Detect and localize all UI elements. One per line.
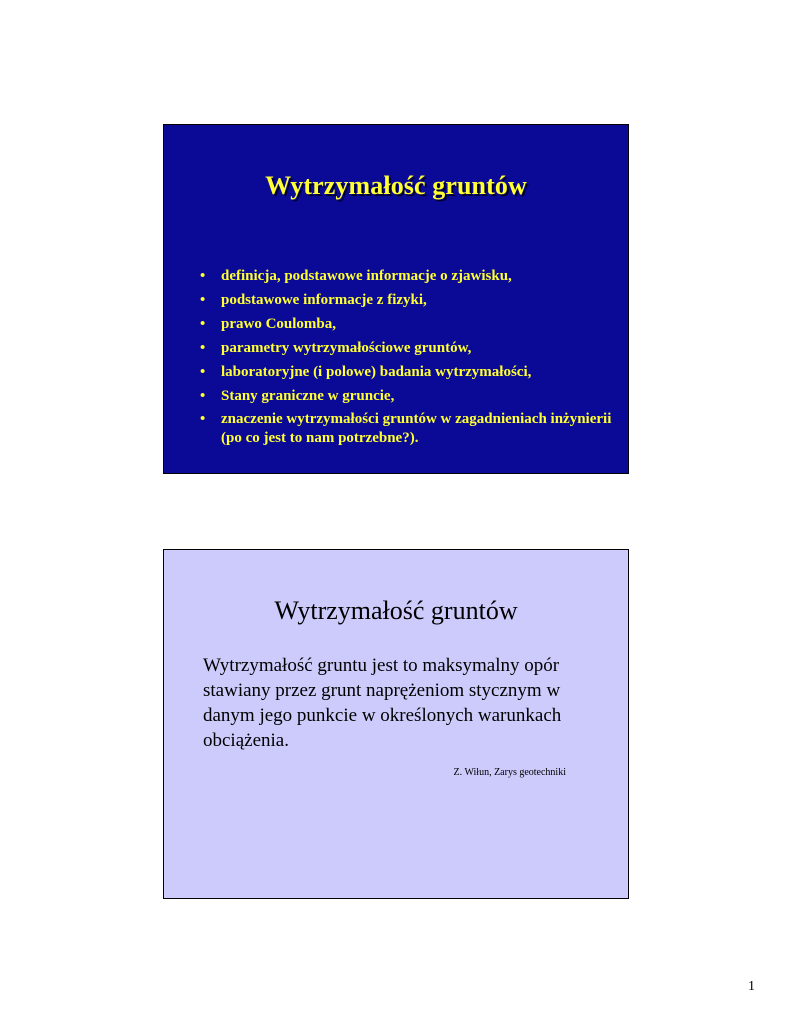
bullet-item bbox=[200, 384, 620, 408]
bullet-text: znaczenie wytrzymałości gruntów w zagadnieniach inżynierii (po co jest to nam potrzebne?). bbox=[221, 411, 612, 446]
bullet-icon: • bbox=[200, 364, 206, 380]
bullet-icon: • bbox=[200, 340, 206, 356]
bullet-item bbox=[200, 264, 620, 288]
bullet-item bbox=[200, 312, 620, 336]
bullet-text: Stany graniczne w gruncie, bbox=[221, 388, 395, 404]
bullet-icon: • bbox=[200, 292, 206, 308]
bullet-icon: • bbox=[200, 411, 206, 427]
bullet-item bbox=[200, 336, 620, 360]
bullet-item bbox=[200, 360, 620, 384]
bullet-text: prawo Coulomba, bbox=[221, 316, 337, 332]
bullet-icon: • bbox=[200, 388, 206, 404]
slide-1-title: Wytrzymałość gruntów bbox=[265, 171, 527, 200]
bullet-icon: • bbox=[200, 268, 206, 284]
bullet-text: definicja, podstawowe informacje o zjawisku, bbox=[221, 268, 512, 284]
bullet-item bbox=[200, 288, 620, 312]
page-number: 1 bbox=[748, 979, 755, 994]
bullet-item bbox=[200, 410, 620, 448]
definition-text: Wytrzymałość gruntu jest to maksymalny opór stawiany przez grunt naprężeniom stycznym w danym jego punkcie w określonych warunkach obciążenia. bbox=[203, 655, 562, 751]
source-citation: Z. Wiłun, Zarys geotechniki bbox=[453, 767, 566, 778]
bullet-text: podstawowe informacje z fizyki, bbox=[221, 292, 427, 308]
bullet-text: parametry wytrzymałościowe gruntów, bbox=[221, 340, 472, 356]
slide-2-title: Wytrzymałość gruntów bbox=[274, 596, 518, 625]
bullet-icon: • bbox=[200, 316, 206, 332]
bullet-text: laboratoryjne (i polowe) badania wytrzymałości, bbox=[221, 364, 532, 380]
slide-1-bullet-list bbox=[200, 264, 620, 448]
slide-2 bbox=[163, 549, 629, 899]
slide-1 bbox=[163, 124, 629, 474]
